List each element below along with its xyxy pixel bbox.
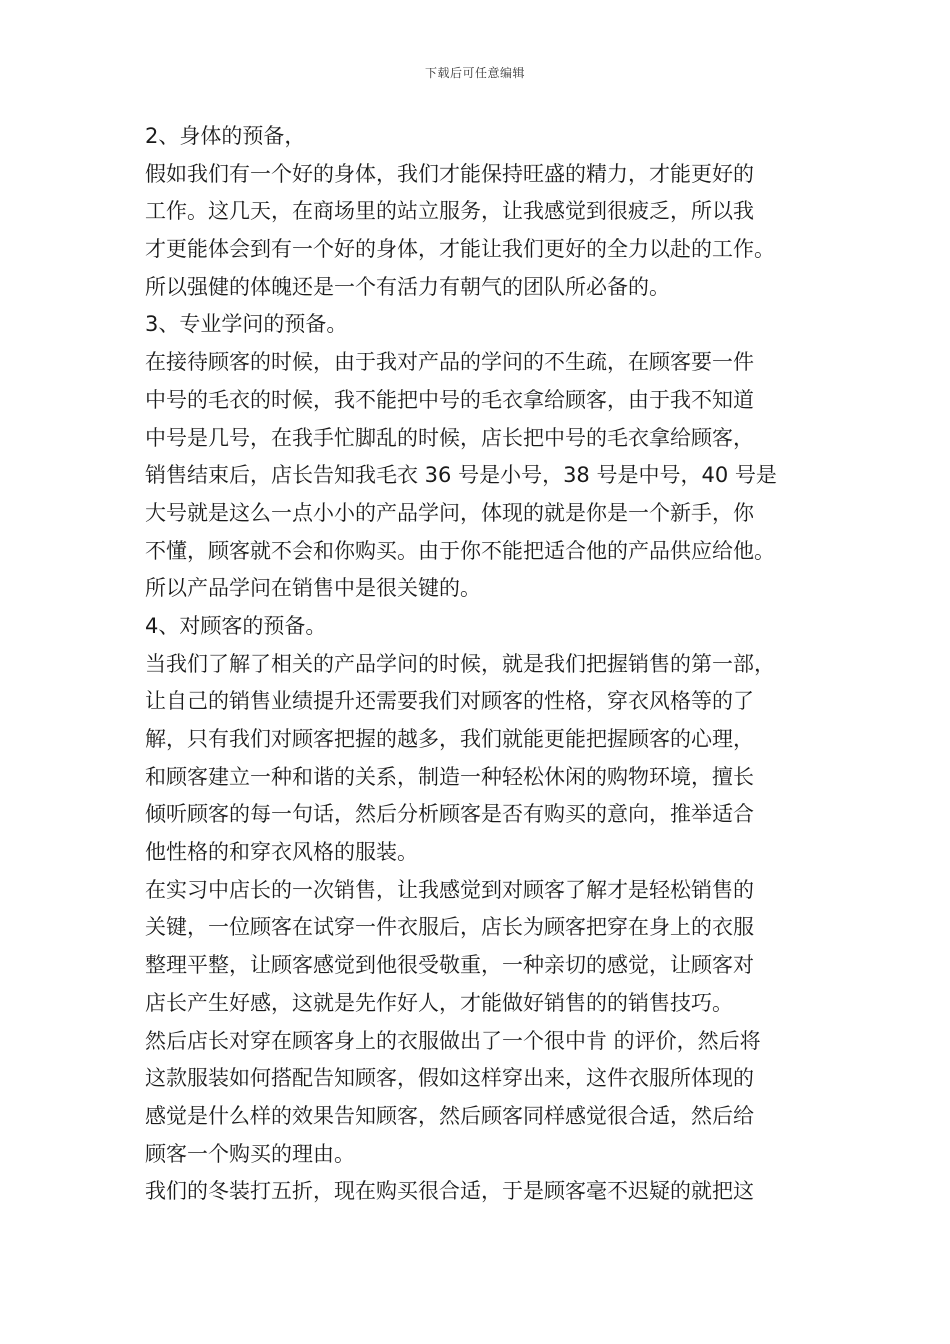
- text-line: 不懂，顾客就不会和你购买。由于你不能把适合他的产品供应给他。: [145, 538, 775, 563]
- text-line: 4、对顾客的预备。: [145, 613, 327, 638]
- text-line: 然后店长对穿在顾客身上的衣服做出了一个很中肯 的评价，然后将: [145, 1028, 761, 1053]
- text-line: 在实习中店长的一次销售，让我感觉到对顾客了解才是轻松销售的: [145, 877, 754, 902]
- text-line: 所以产品学问在销售中是很关键的。: [145, 576, 481, 601]
- text-line: 感觉是什么样的效果告知顾客，然后顾客同样感觉很合适，然后给: [145, 1103, 754, 1128]
- text-line: 让自己的销售业绩提升还需要我们对顾客的性格，穿衣风格等的了: [145, 689, 754, 714]
- text-line: 倾听顾客的每一句话，然后分析顾客是否有购买的意向，推举适合: [145, 802, 754, 827]
- text-line: 所以强健的体魄还是一个有活力有朝气的团队所必备的。: [145, 274, 670, 299]
- text-line: 店长产生好感，这就是先作好人，才能做好销售的的销售技巧。: [145, 990, 733, 1015]
- text-line: 才更能体会到有一个好的身体，才能让我们更好的全力以赴的工作。: [145, 237, 775, 262]
- page-header: 下载后可任意编辑: [424, 66, 525, 80]
- text-line: 当我们了解了相关的产品学问的时候，就是我们把握销售的第一部，: [145, 651, 775, 676]
- document-body: [145, 118, 825, 1211]
- text-line: 中号的毛衣的时候，我不能把中号的毛衣拿给顾客，由于我不知道: [145, 387, 754, 412]
- text-line: 他性格的和穿衣风格的服装。: [145, 840, 418, 865]
- text-line: 顾客一个购买的理由。: [145, 1141, 355, 1166]
- text-line: 销售结束后，店长告知我毛衣 36 号是小号，38 号是中号，40 号是: [145, 463, 777, 488]
- text-line: 这款服装如何搭配告知顾客，假如这样穿出来，这件衣服所体现的: [145, 1066, 754, 1091]
- text-line: 工作。这几天，在商场里的站立服务，让我感觉到很疲乏，所以我: [145, 199, 754, 224]
- text-line: 和顾客建立一种和谐的关系，制造一种轻松休闲的购物环境，擅长: [145, 764, 754, 789]
- text-line: 关键，一位顾客在试穿一件衣服后，店长为顾客把穿在身上的衣服: [145, 915, 754, 940]
- text-line: 我们的冬装打五折，现在购买很合适，于是顾客毫不迟疑的就把这: [145, 1179, 754, 1204]
- text-line: 整理平整，让顾客感觉到他很受敬重，一种亲切的感觉，让顾客对: [145, 953, 754, 978]
- text-line: 在接待顾客的时候，由于我对产品的学问的不生疏，在顾客要一件: [145, 350, 754, 375]
- text-line: 解，只有我们对顾客把握的越多，我们就能更能把握顾客的心理，: [145, 727, 754, 751]
- text-line: 2、身体的预备，: [145, 124, 306, 148]
- text-line: 3、专业学问的预备。: [145, 312, 348, 337]
- text-line: 中号是几号，在我手忙脚乱的时候，店长把中号的毛衣拿给顾客，: [145, 425, 754, 450]
- text-line: 假如我们有一个好的身体，我们才能保持旺盛的精力，才能更好的: [145, 161, 754, 186]
- text-line: 大号就是这么一点小小的产品学问，体现的就是你是一个新手，你: [145, 500, 754, 525]
